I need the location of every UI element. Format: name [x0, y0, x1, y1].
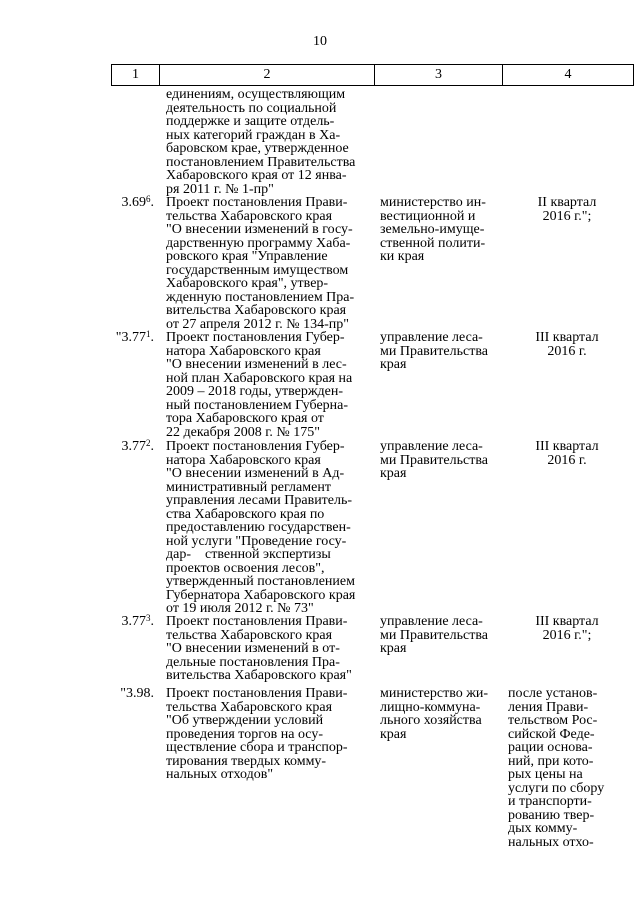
row-deadline: III квартал 2016 г. [535, 330, 599, 359]
header-col-2: 2 [160, 65, 375, 85]
row-text: Проект постановления Прави- тельства Хабаровского края "О внесении изменений в от- дельные постановления Пра- вительства Хабаровского края" [166, 614, 352, 683]
row-text: единениям, осуществляющим деятельность по социальной поддержке и защите отдель- ных категорий граждан в Ха- баровском крае, утвержденное постановлением Правительства Хабаровского края от 12 янва- ря 2011 г. № 1-пр" [166, 87, 356, 197]
row-number: 3.77$^3$. [121, 613, 154, 629]
row-number: "3.77$^1$. [115, 329, 154, 345]
header-col-4: 4 [564, 67, 572, 82]
row-text: Проект постановления Губер- натора Хабаровского края "О внесении изменений в лес- ной план Хабаровского края на 2009 – 2018 годы, утвержден- ный постановлением Губерна- тора Хабаровского края от 22 декабря 2008 г. № 175" [166, 330, 353, 440]
table-header-row [111, 64, 634, 86]
row-number: 3.69$^6$. [121, 194, 154, 210]
row-text: Проект постановления Прави- тельства Хабаровского края "О внесении изменений в госу- дарственную программу Хаба- ровского края "Управление государственным имуществом Хабаровского края", утвер- жденную постановлением Пра- вительства Хабаровского края от 27 апреля 2012 г. № 134-пр" [166, 195, 355, 332]
row-responsible: управление леса- ми Правительства края [380, 330, 488, 372]
row-deadline: после установ- ления Прави- тельством Рос- сийской Федe- рации основа- ний, при кото- рых цены на услуги по сбору и транспорти- рованию твер- дых комму- нальных отхо- [508, 686, 605, 850]
row-responsible: управление леса- ми Правительства края [380, 439, 488, 481]
row-responsible: управление леса- ми Правительства края [380, 614, 488, 656]
row-deadline: II квартал 2016 г."; [537, 195, 597, 224]
header-col-1: 1 [112, 65, 160, 85]
row-deadline: III квартал 2016 г."; [535, 614, 599, 643]
row-number: "3.98. [120, 686, 154, 701]
row-text: Проект постановления Прави- тельства Хабаровского края "Об утверждении условий проведения торгов на осу- ществление сбора и транспор- тирования твердых комму- нальных отходов" [166, 686, 348, 782]
row-responsible: министерство ин- вестиционной и земельно-имуще- ственной полити- ки края [380, 195, 486, 264]
row-number: 3.77$^2$. [121, 438, 154, 454]
header-col-3: 3 [375, 65, 503, 85]
page-number: 10 [313, 34, 327, 49]
row-text: Проект постановления Губер- натора Хабаровского края "О внесении изменений в Ад- министративный регламент управления лесами Правитель- ства Хабаровского края по предоставлению государствен- ной услуги "Проведение госу- дар- ственной экспертизы проектов освоения лесов", утвержденный постановлением Губернатора Хабаровского края от 19 июля 2012 г. № 73" [166, 439, 356, 616]
row-deadline: III квартал 2016 г. [535, 439, 599, 468]
row-responsible: министерство жи- лищно-коммуна- льного хозяйства края [380, 686, 489, 742]
